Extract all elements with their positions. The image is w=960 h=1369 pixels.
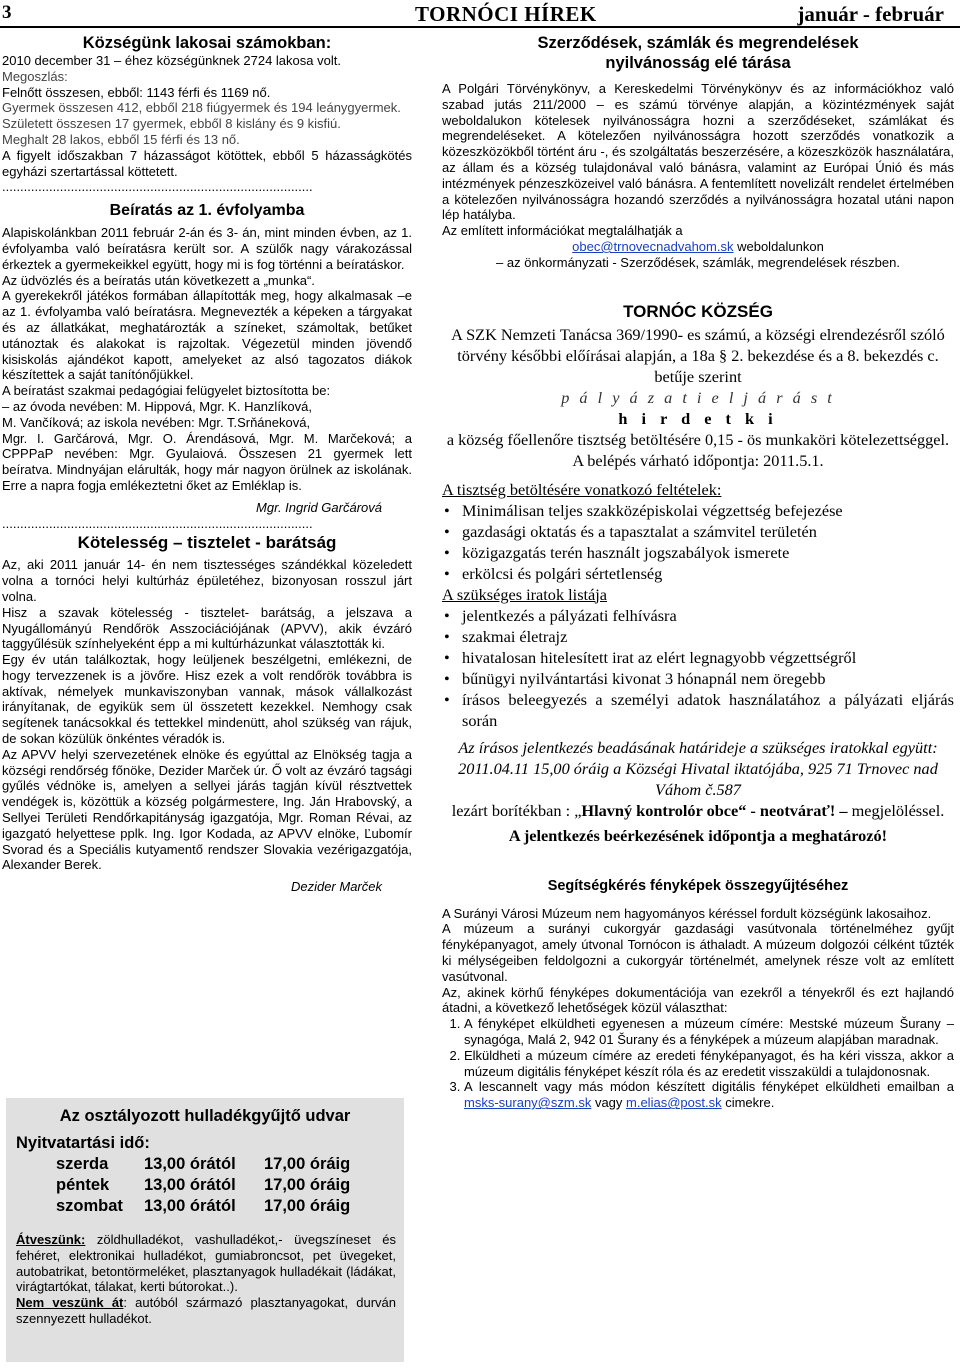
contracts-info: Az említett információkat megtalálhatják a [442, 223, 683, 239]
envelope-pre: lezárt borítékban : „ [451, 800, 582, 820]
contracts-link-line [442, 239, 954, 255]
enrollment-paragraph: M. Vančíková; az iskola nevében: Mgr. T.Srňáneková, [2, 414, 311, 430]
tender-intro: A SZK Nemzeti Tanácsa 369/1990- es számú, a községi elrendezésről szóló törvény későbbi előírásai alapján, a 18a § 2. bekezdése és a 8. bekezdés c. betűje szerint [451, 324, 945, 386]
duty-signature: Dezider Marček [290, 879, 382, 895]
issue-date: január - február [797, 2, 944, 26]
enrollment-paragraph: Az üdvözlés és a beíratás után következett a „munka“. [2, 272, 315, 288]
newspaper-title: TORNÓCI HÍREK [415, 2, 597, 26]
email-link-2[interactable]: m.elias@post.sk [626, 1095, 722, 1111]
population-title: Községünk lakosai számokban: [82, 34, 332, 52]
envelope-bold: Hlavný kontrolór obce“ - neotvárať! – [581, 800, 848, 820]
hours-day: péntek [56, 1176, 110, 1194]
list-item: • írásos beleegyezés a személyi adatok használatához a pályázati eljárás során [460, 689, 954, 731]
separator: ...................................................................................... [2, 179, 313, 195]
hours-from: 13,00 órától [144, 1197, 236, 1215]
option3-post: cimekre. [721, 1095, 775, 1111]
enrollment-signature: Mgr. Ingrid Garčárová [256, 499, 382, 515]
envelope-post: megjelöléssel. [847, 800, 945, 820]
enrollment-paragraph: – az óvoda nevében: M. Hippová, Mgr. K. Hanzlíková, [2, 398, 313, 414]
conditions-list [442, 500, 954, 584]
reject-text: : autóból származó plasztanyagokat, durván szennyezett hulladékot. [16, 1295, 396, 1326]
opening-hours-table [56, 1155, 350, 1218]
list-item: • Minimálisan teljes szakközépiskolai végzettség befejezése [460, 500, 954, 521]
list-item: 1. A fényképet elküldheti egyenesen a múzeum címére: Mestské múzeum Šurany – synagóga, Malá 2, 942 01 Šurany és a fényképek a múzeum alapjában maradnak. [464, 1016, 954, 1048]
list-item: • szakmai életrajz [460, 626, 954, 647]
reject-label: Nem veszünk át [16, 1295, 124, 1311]
rejected-items [16, 1295, 396, 1327]
opening-hours-title: Nyitvatartási idő: [16, 1134, 150, 1152]
photos-paragraph: Az, akinek körhű fényképes dokumentációja van ezekről a tényekről és ezt hajlandó átadni, a következő lehetőségek közül választhat: [442, 984, 954, 1016]
population-line: Megoszlás: [2, 68, 68, 84]
enrollment-paragraph: A gyerekekről játékos formában állapították meg, hogy alkalmasak –e az 1. évfolyamba való beíratásra. Megnevezték a képeken a tárgyakat és az állatkákat, meghatározták a színeket, számoltak, betűket utánoztak és alakokat is rajzoltak. Végezetül minden jövendő kisiskolás ajándékot kapott, amelyeket az alsó tagozatos diákok készítettek a saját tanítónőjükkel. [2, 288, 412, 383]
hours-row [56, 1176, 350, 1197]
list-item: • gazdasági oktatás és a tapasztalat a számvitel területén [460, 521, 954, 542]
duty-paragraph: Hisz a szavak kötelesség - tisztelet- barátság, a jelszava a Nyugállományú Rendőrök Asszociációjának (APVV), akik évzáró taggyűlésük színhelyeként épp a mi kultúrházunkat választották ki. [2, 604, 412, 652]
hours-day: szerda [56, 1155, 109, 1173]
population-line: Született összesen 17 gyermek, ebből 8 kislány és 9 kisfiú. [2, 116, 341, 132]
separator: ...................................................................................... [2, 515, 313, 531]
list-item: • bűnügyi nyilvántartási kivonat 3 hónapnál nem öregebb [460, 668, 954, 689]
contracts-paragraph: A Polgári Törvénykönyv, a Kereskedelmi Törvénykönyv és az információkhoz való szabad jutás 211/2000 – es számú törvénye alapján, a közintézmények saját weboldalukon kötelesek nyilvánosságra hozni a szerződéseket, számlákat és megrendeléseket. A kötelezően nyilvánosságra hozott szerződés vonatkozik a közeszközökből történt áru -, és szolgáltatás beszerzésére, a közeszközök használatára, az állam és a község tulajdonával való bánásra, valamint az Európai Únió és más intézmények pénzeszközeivel való bánásra. A fentemlített novelizált rendelet értelmében a kötelezően nyilvánosságra hozandó szerződés a nyilvánosságra hozatal utáni napon lép hatályba. [442, 81, 954, 223]
hours-row [56, 1197, 350, 1218]
duty-title: Kötelesség – tisztelet - barátság [77, 533, 337, 553]
hours-from: 13,00 órától [144, 1176, 236, 1194]
contracts-last: – az önkormányzati - Szerződések, számlák, megrendelések részben. [496, 254, 900, 270]
contracts-link[interactable]: obec@trnovecnadvahom.sk [572, 238, 734, 254]
tender-start: A belépés várható időpontja: 2011.5.1. [572, 450, 824, 470]
tender-deadline: Az írásos jelentkezés beadásának határideje a szükséges iratokkal együtt: 2011.04.11 15,00 óráig a Községi Hivatal iktatójába, 925 71 Trnovec nad Váhom č.587 [458, 737, 938, 799]
population-line: Meghalt 28 lakos, ebből 15 férfi és 13 nő. [2, 131, 240, 147]
population-line: 2010 december 31 – éhez községünknek 2724 lakosa volt. [2, 53, 341, 68]
population-line: A figyelt időszakban 7 házasságot kötöttek, ebből 5 házasságkötés egyházi szertartással köttetett. [2, 147, 412, 179]
population-line: Gyermek összesen 412, ebből 218 fiúgyermek és 194 leánygyermek. [2, 100, 401, 116]
page-number: 3 [2, 2, 12, 23]
photos-title: Segítségkérés fényképek összegyűjtéséhez [547, 877, 849, 894]
enrollment-paragraph: A beíratást szakmai pedagógiai felügyelet biztosította be: [2, 383, 331, 399]
tender-final: A jelentkezés beérkezésének időpontja a meghatározó! [508, 825, 888, 845]
enrollment-paragraph: Mgr. I. Garčárová, Mgr. O. Árendásová, Mgr. M. Marčeková; a CPPPaP nevében: Mgr. Gyulaiová. Összesen 21 gyermek lett beíratva. Mindnyájan elárulták, hogy már nagyon örülnek az iskolának. Erre a napra fogja emlékeztetni őket az Emléklap is. [2, 430, 412, 493]
hours-day: szombat [56, 1197, 123, 1215]
tender-announcement [442, 301, 954, 846]
hours-to: 17,00 óráig [264, 1155, 351, 1173]
list-item: • hivatalosan hitelesített irat az elért legnagyobb végzettségről [460, 647, 954, 668]
list-item: • jelentkezés a pályázati felhívásra [460, 605, 954, 626]
option3-mid: vagy [591, 1095, 627, 1111]
list-item: • erkölcsi és polgári sértetlenség [460, 563, 954, 584]
duty-paragraph: Egy év után találkoztak, hogy leüljenek beszélgetni, emlékezni, de hogy tervezzenek is a jövőre. Hisz ezek a volt rendőrök továbbra is aktívak, némelyek munkaviszonyban vannak, mások vállalkozást irányítanak, de egyikük sem ül összetett kezekkel. Nemhogy csak segítenek tanácsokkal és tettekkel mindenütt, ahol szükség van rájuk, de sokan közülük önkéntes véradók is. [2, 652, 412, 747]
photos-options [442, 1016, 954, 1111]
accept-text: zöldhulladékot, vashulladékot,- üvegszíneset és fehéret, elektronikai hulladékot, gumiabroncsot, pet üvegeket, autobatrikat, betontörmeléket, plasztanyagok hulladékait (ládákat, virágtartókat, tálakat, kerti bútorokat..). [16, 1232, 396, 1295]
list-item: • közigazgatás terén használt jogszabályok ismerete [460, 542, 954, 563]
hours-to: 17,00 óráig [264, 1197, 351, 1215]
page-header [0, 0, 960, 28]
conditions-title: A tisztség betöltésére vonatkozó feltételek: [442, 479, 722, 499]
docs-title: A szükséges iratok listája [442, 584, 608, 604]
accepted-items [16, 1232, 396, 1295]
photos-paragraph: A múzeum a surányi cukorgyár gazdasági vasútvonala történelméhez gyűjt fényképanyagot, amely útvonal Tornócon is áthaladt. A múzeum dolgozói célként tűzték ki mélységeiben feldolgozni a cukorgyár történelmét, amelynek része volt az említett vasútvonal. [442, 921, 954, 984]
duty-paragraph: Az APVV helyi szervezetének elnöke és egyúttal az Elnökség tagja a községi rendőrség főnöke, Dezider Marček úr. Ő volt az évzáró tagsági gyűlés védnöke is, amelyen a sellyei járás tagján kívül résztvettek vendégek is, közöttük a község polgármestere, Ing. Ján Hrabovský, a Sellyei Területi Rendőrkapitányság igazgatója, Mgr. Roman Révai, az igazgató helyettese pplk. Ing. Igor Kodada, az APVV elnöke, Ľubomír Svorad és a Speciális kutyamentő rendszer Slovakia vezérigazgatója, Alexander Berek. [2, 746, 412, 873]
tender-envelope [442, 800, 954, 821]
tender-spaced-1: p á l y á z a t i e l j á r á s t [561, 387, 835, 407]
tender-spaced-2: h i r d e t k i [618, 408, 778, 428]
list-item: 2. Elküldheti a múzeum címére az eredeti fényképanyagot, és ha kéri visszа, akkor a múzeum digitális fényképet készít róla és az eredetit visszaküldi a tulajdonosnak. [464, 1048, 954, 1080]
contracts-link-after: weboldalunkon [733, 238, 824, 254]
list-item [464, 1079, 954, 1111]
waste-title: Az osztályozott hulladékgyűjtő udvar [59, 1107, 351, 1125]
hours-from: 13,00 órától [144, 1155, 236, 1173]
contracts-title-1: Szerződések, számlák és megrendelések [537, 34, 859, 52]
header-rule [0, 26, 960, 28]
tender-title: TORNÓC KÖZSÉG [623, 301, 773, 321]
enrollment-paragraph: Alapiskolánkban 2011 február 2-án és 3- án, mint minden évben, az 1. évfolyamba való beíratásra került sor. A szülők nagy várakozással érkeztek a gyermekeikkel együtt, hogy mi is fog történni a beíratáskor. [2, 225, 412, 272]
docs-list [442, 605, 954, 731]
contracts-title-2: nyilvánosság elé tárása [605, 54, 791, 72]
population-line: Felnőtt összesen, ebből: 1143 férfi és 1169 nő. [2, 84, 271, 100]
waste-yard-box [6, 1098, 404, 1362]
accept-label: Átveszünk: [16, 1232, 86, 1247]
photos-paragraph: A Surányi Városi Múzeum nem hagyományos kéréssel fordult községünk lakosaihoz. [442, 905, 932, 921]
left-column [2, 33, 412, 895]
email-link-1[interactable]: msks-surany@szm.sk [464, 1095, 592, 1111]
option3-pre: A lescannelt vagy más módon készített digitális fényképet elküldheti emailban a [464, 1079, 954, 1095]
right-column [442, 33, 954, 1111]
hours-row [56, 1155, 350, 1176]
tender-position: a község főellenőre tisztség betöltésére 0,15 - ös munkaköri kötelezettséggel. [446, 429, 950, 449]
duty-paragraph: Az, aki 2011 január 14- én nem tisztességes szándékkal közeledett volna a tornóci helyi kultúrház épületéhez, bizonyosan rosszul járt volna. [2, 557, 412, 604]
hours-to: 17,00 óráig [264, 1176, 351, 1194]
enrollment-title: Beíratás az 1. évfolyamba [109, 202, 305, 220]
